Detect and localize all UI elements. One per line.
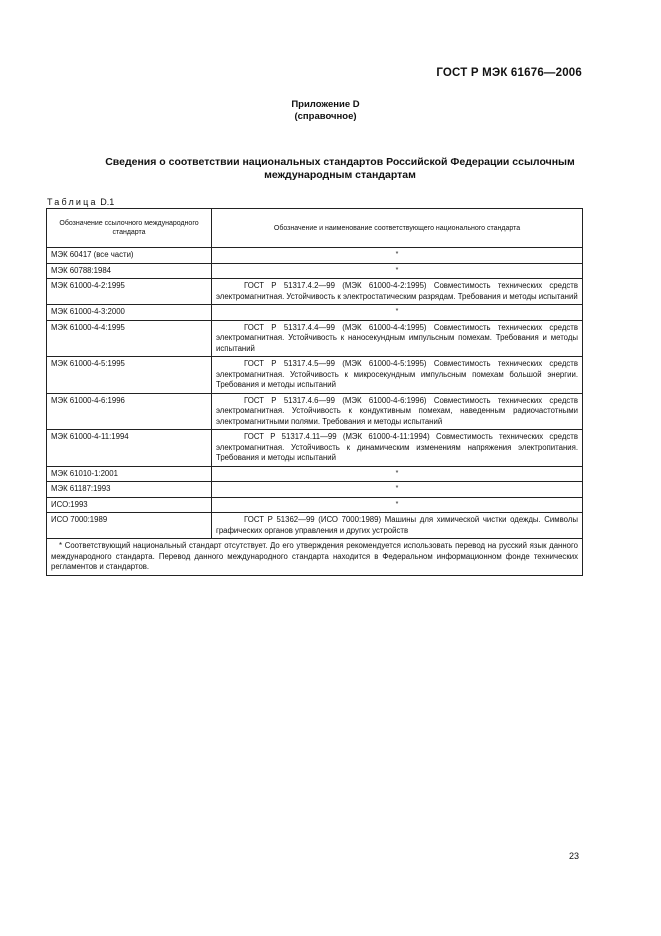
table-row xyxy=(47,430,583,467)
table-row xyxy=(47,263,583,279)
national-standard: * xyxy=(212,497,583,513)
national-standard: ГОСТ Р 51317.4.6—99 (МЭК 61000-4-6:1996) Совместимость технических средств электромагнитная. Устойчивость к кондуктивным помехам, наведенным радиочастотными электромагнитными полями. Требования и методы испытаний xyxy=(212,393,583,430)
reference-standard: МЭК 60417 (все части) xyxy=(47,248,212,264)
national-standard: ГОСТ Р 51317.4.5—99 (МЭК 61000-4-5:1995) Совместимость технических средств электромагнитная. Устойчивость к микросекундным импульсным помехам большой энергии. Требования и методы испытаний xyxy=(212,357,583,394)
table-row xyxy=(47,248,583,264)
national-standard: * xyxy=(212,263,583,279)
reference-standard: МЭК 61000-4-2:1995 xyxy=(47,279,212,305)
table-row xyxy=(47,482,583,498)
national-standard: ГОСТ Р 51317.4.4—99 (МЭК 61000-4-4:1995) Совместимость технических средств электромагнитная. Устойчивость к наносекундным импульсным помехам. Требования и методы испытаний xyxy=(212,320,583,357)
table-caption-label: Таблица xyxy=(47,197,98,207)
reference-standard: МЭК 60788:1984 xyxy=(47,263,212,279)
table-row xyxy=(47,393,583,430)
table-row xyxy=(47,305,583,321)
reference-standard: МЭК 61000-4-4:1995 xyxy=(47,320,212,357)
table-row xyxy=(47,320,583,357)
national-standard: * xyxy=(212,466,583,482)
table-caption-number: D.1 xyxy=(100,197,115,207)
table-row xyxy=(47,466,583,482)
national-standard: ГОСТ Р 51362—99 (ИСО 7000:1989) Машины для химической чистки одежды. Символы графических органов управления и других устройств xyxy=(212,513,583,539)
page-number: 23 xyxy=(568,851,579,861)
reference-standard: ИСО:1993 xyxy=(47,497,212,513)
reference-standard: МЭК 61000-4-5:1995 xyxy=(47,357,212,394)
national-standard: * xyxy=(212,305,583,321)
correspondence-table xyxy=(46,208,583,576)
table-row xyxy=(47,279,583,305)
national-standard: ГОСТ Р 51317.4.2—99 (МЭК 61000-4-2:1995) Совместимость технических средств электромагнитная. Устойчивость к электростатическим разрядам. Требования и методы испытаний xyxy=(212,279,583,305)
national-standard: * xyxy=(212,482,583,498)
reference-standard: МЭК 61010-1:2001 xyxy=(47,466,212,482)
table-row xyxy=(47,513,583,539)
table-footnote-row xyxy=(47,539,583,576)
column-header-reference: Обозначение ссылочного международного стандарта xyxy=(47,209,212,248)
document-code: ГОСТ Р МЭК 61676—2006 xyxy=(436,67,582,79)
reference-standard: МЭК 61000-4-3:2000 xyxy=(47,305,212,321)
table-caption xyxy=(47,197,114,207)
reference-standard: МЭК 61000-4-11:1994 xyxy=(47,430,212,467)
reference-standard: ИСО 7000:1989 xyxy=(47,513,212,539)
national-standard: ГОСТ Р 51317.4.11—99 (МЭК 61000-4-11:1994) Совместимость технических средств электромагнитная. Устойчивость к динамическим изменениям напряжения электропитания. Требования и методы испытаний xyxy=(212,430,583,467)
appendix-title: Приложение D xyxy=(291,99,360,110)
reference-standard: МЭК 61187:1993 xyxy=(47,482,212,498)
national-standard: * xyxy=(212,248,583,264)
table-footnote: * Соответствующий национальный стандарт отсутствует. До его утверждения рекомендуется использовать перевод на русский язык данного международного стандарта. Перевод данного международного стандарта находится в Федеральном информационном фонде технических регламентов и стандартов. xyxy=(47,539,583,576)
table-row xyxy=(47,497,583,513)
column-header-national: Обозначение и наименование соответствующего национального стандарта xyxy=(212,209,583,248)
reference-standard: МЭК 61000-4-6:1996 xyxy=(47,393,212,430)
appendix-subtitle: (справочное) xyxy=(294,111,357,122)
section-title: Сведения о соответствии национальных стандартов Российской Федерации ссылочным международным стандартам xyxy=(105,156,575,181)
table-header-row xyxy=(47,209,583,248)
appendix-heading xyxy=(0,99,661,123)
table-row xyxy=(47,357,583,394)
